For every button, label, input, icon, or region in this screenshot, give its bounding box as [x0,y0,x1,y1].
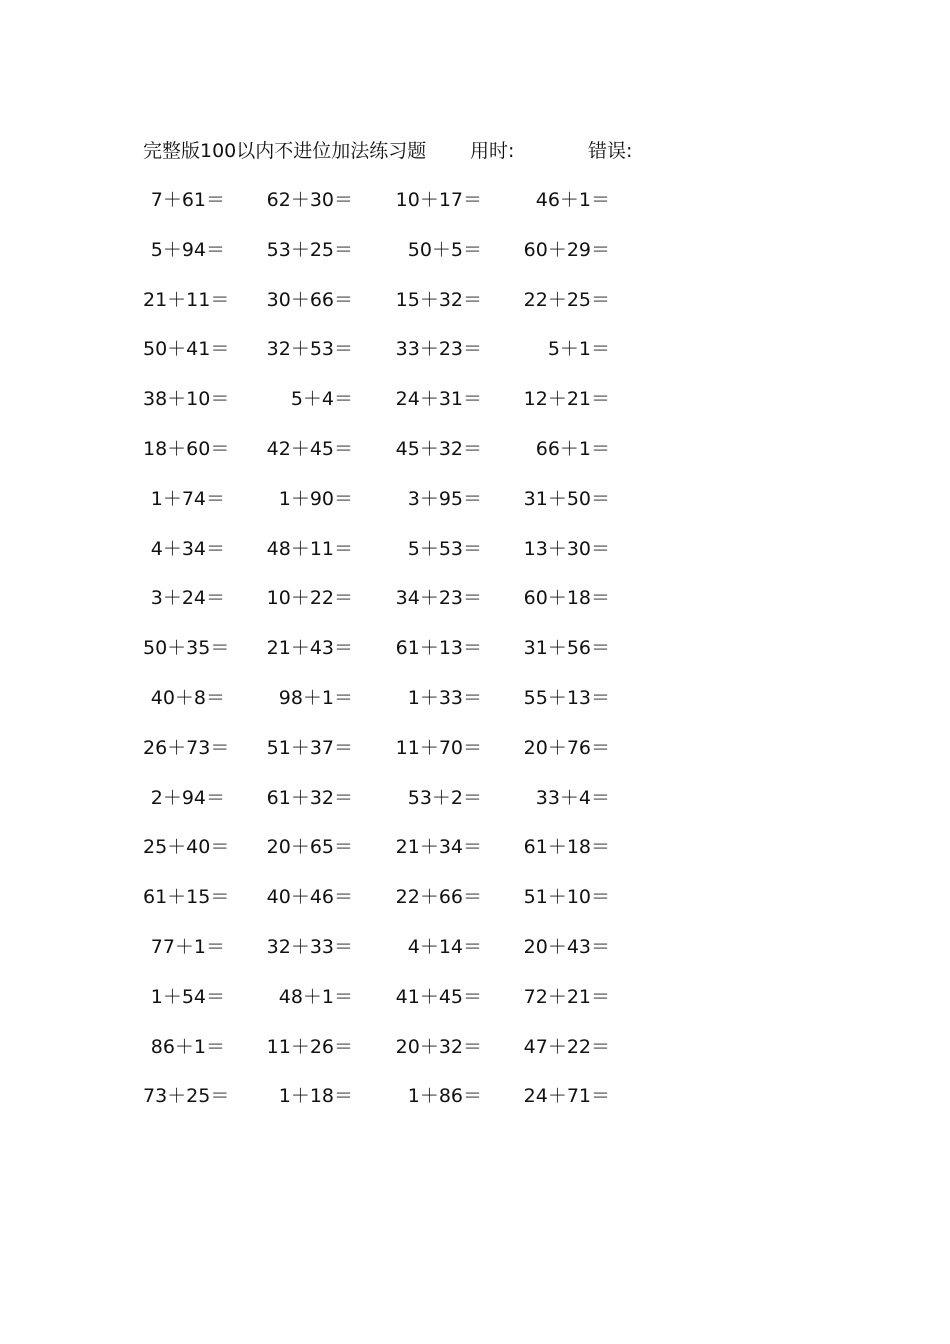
problem-item: 26＋73＝ [143,736,230,759]
problem-item: 31＋56＝ [523,637,610,660]
problem-item: 5＋4＝ [290,388,353,411]
problem-item: 20＋43＝ [523,935,610,958]
problem-row [143,482,663,532]
problem-item: 61＋13＝ [395,637,482,660]
problem-item: 51＋37＝ [266,736,353,759]
problem-item: 42＋45＝ [266,437,353,460]
problem-item: 7＋61＝ [150,189,225,211]
problem-item: 60＋29＝ [523,238,610,261]
problem-item: 34＋23＝ [395,587,482,610]
problem-row [143,432,663,482]
problem-item: 4＋34＝ [150,537,225,560]
problem-item: 11＋26＝ [266,1035,353,1058]
problem-item: 20＋65＝ [266,836,353,859]
problem-item: 47＋22＝ [523,1035,610,1058]
problem-row [143,731,663,781]
problem-item: 86＋1＝ [150,1035,225,1058]
problem-row [143,781,663,831]
problem-item: 61＋18＝ [523,836,610,859]
problem-item: 77＋1＝ [150,935,225,958]
problem-row [143,631,663,681]
problem-item: 61＋32＝ [266,786,353,809]
problem-item: 40＋8＝ [150,686,225,709]
problem-item: 15＋32＝ [395,288,482,311]
problem-item: 4＋14＝ [407,935,482,958]
problem-row [143,830,663,880]
problem-item: 61＋15＝ [143,886,230,909]
problem-item: 20＋32＝ [395,1035,482,1058]
problem-item: 21＋43＝ [266,637,353,660]
time-label: 用时: [470,140,515,162]
problem-row [143,1079,663,1129]
problem-item: 5＋1＝ [547,338,610,361]
problem-item: 5＋53＝ [407,537,482,560]
problem-item: 60＋18＝ [523,587,610,610]
problem-item: 53＋25＝ [266,238,353,261]
problem-item: 41＋45＝ [395,985,482,1008]
worksheet-header [143,136,703,166]
problem-item: 98＋1＝ [278,686,353,709]
problem-item: 38＋10＝ [143,388,230,411]
problem-item: 72＋21＝ [523,985,610,1008]
problem-item: 18＋60＝ [143,437,230,460]
problem-item: 3＋24＝ [150,587,225,610]
problem-item: 51＋10＝ [523,886,610,909]
problem-row [143,930,663,980]
problem-row [143,980,663,1030]
problem-item: 48＋1＝ [278,985,353,1008]
problem-item: 30＋66＝ [266,288,353,311]
problem-item: 12＋21＝ [523,388,610,411]
problem-item: 31＋50＝ [523,487,610,510]
problem-item: 21＋34＝ [395,836,482,859]
problem-item: 21＋11＝ [143,288,230,311]
problem-item: 50＋35＝ [143,637,230,660]
problem-item: 73＋25＝ [143,1085,230,1108]
problem-item: 1＋18＝ [278,1085,353,1108]
problem-row [143,332,663,382]
problem-item: 22＋25＝ [523,288,610,311]
problem-row [143,233,663,283]
problem-item: 10＋17＝ [395,189,482,211]
problem-row [143,532,663,582]
problem-grid [143,183,663,1129]
problem-row [143,681,663,731]
problem-item: 2＋94＝ [150,786,225,809]
problem-row [143,880,663,930]
problem-item: 50＋5＝ [407,238,482,261]
problem-item: 33＋23＝ [395,338,482,361]
problem-item: 33＋4＝ [535,786,610,809]
problem-item: 25＋40＝ [143,836,230,859]
problem-item: 5＋94＝ [150,238,225,261]
problem-item: 11＋70＝ [395,736,482,759]
problem-item: 53＋2＝ [407,786,482,809]
problem-item: 1＋33＝ [407,686,482,709]
problem-item: 24＋71＝ [523,1085,610,1108]
problem-item: 10＋22＝ [266,587,353,610]
problem-item: 32＋53＝ [266,338,353,361]
problem-row [143,1030,663,1080]
problem-item: 32＋33＝ [266,935,353,958]
problem-row [143,283,663,333]
problem-row [143,581,663,631]
problem-item: 62＋30＝ [266,189,353,211]
problem-item: 1＋86＝ [407,1085,482,1108]
problem-item: 55＋13＝ [523,686,610,709]
problem-item: 1＋54＝ [150,985,225,1008]
error-label: 错误: [588,140,633,162]
problem-item: 1＋90＝ [278,487,353,510]
problem-row [143,382,663,432]
worksheet-title: 完整版100以内不进位加法练习题 [143,140,427,162]
problem-item: 46＋1＝ [535,189,610,211]
problem-item: 48＋11＝ [266,537,353,560]
problem-item: 13＋30＝ [523,537,610,560]
problem-item: 50＋41＝ [143,338,230,361]
problem-item: 24＋31＝ [395,388,482,411]
problem-item: 45＋32＝ [395,437,482,460]
problem-item: 66＋1＝ [535,437,610,460]
problem-item: 3＋95＝ [407,487,482,510]
problem-item: 22＋66＝ [395,886,482,909]
problem-item: 40＋46＝ [266,886,353,909]
problem-item: 20＋76＝ [523,736,610,759]
problem-item: 1＋74＝ [150,487,225,510]
problem-row [143,183,663,233]
